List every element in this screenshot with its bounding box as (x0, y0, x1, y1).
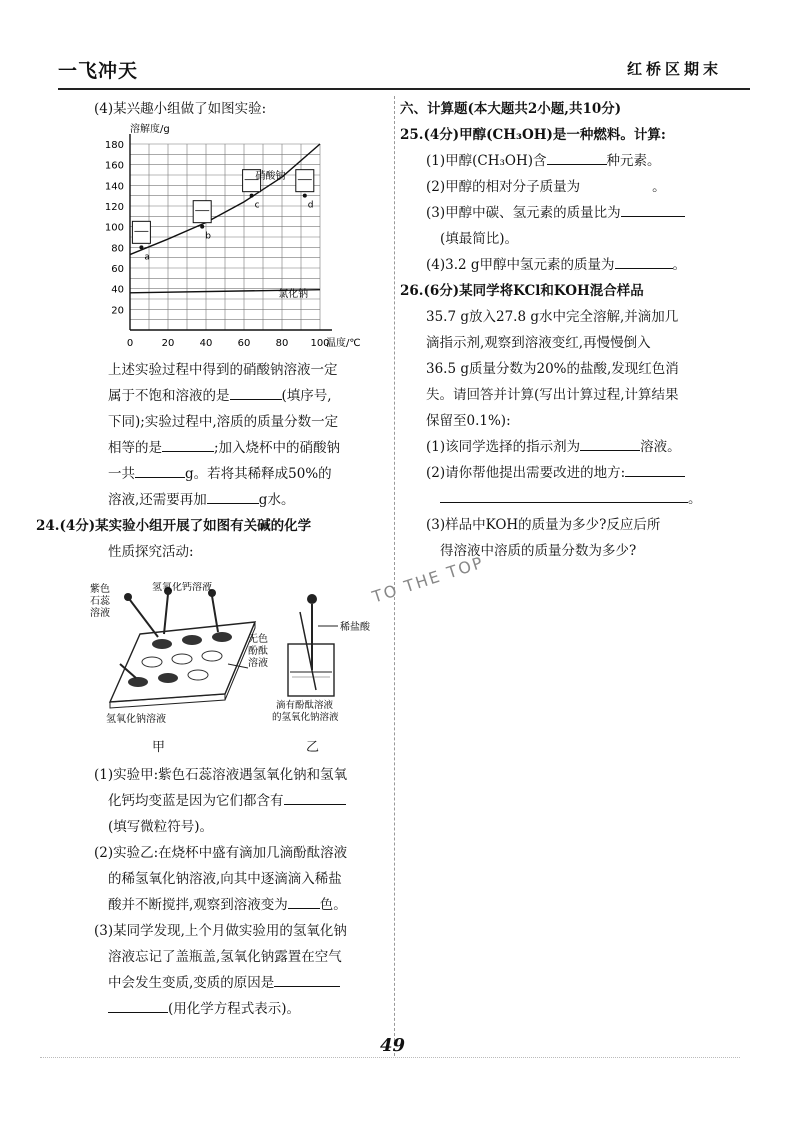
column-divider (394, 96, 395, 1056)
answer-blank-14[interactable] (625, 462, 685, 477)
watermark-stamp: TO THE TOP (369, 552, 487, 607)
q25-3b: (填最简比)。 (440, 231, 519, 247)
y-axis-label: 溶解度/g (130, 124, 170, 135)
answer-blank-11[interactable] (621, 202, 685, 217)
answer-blank-6[interactable] (288, 894, 320, 909)
right-column (400, 96, 740, 564)
y-tick-label: 140 (104, 181, 124, 193)
q26-line6: 保留至0.1%): (426, 413, 511, 429)
q24-3-line4: (用化学方程式表示)。 (68, 996, 388, 1022)
q25-head: 25.(4分)甲醇(CH₃OH)是一种燃料。计算: (400, 127, 666, 143)
x-tick-label: 20 (161, 338, 175, 349)
x-tick-label: 0 (126, 338, 134, 349)
q24-2-line1: (2)实验乙:在烧杯中盛有滴加几滴酚酞溶液 (94, 845, 348, 861)
x-tick-label: 100 (310, 338, 330, 349)
label-beaker: 滴有酚酞溶液的氢氧化钠溶液 (272, 700, 339, 723)
data-point (250, 194, 254, 198)
answer-blank-3[interactable] (135, 463, 185, 478)
beaker-setup (288, 594, 338, 696)
q24-1-line3: (填写微粒符号)。 (108, 819, 214, 835)
y-tick-label: 100 (104, 222, 124, 234)
x-axis-label: 温度/℃ (326, 338, 361, 349)
q26-2-cont: 。 (400, 486, 740, 512)
q24-2-line3: 酸并不断搅拌,观察到溶液变为 色。 (68, 892, 388, 918)
data-point (200, 225, 204, 229)
q24-1-line2: 化钙均变蓝是因为它们都含有 (68, 788, 388, 814)
q26-1: (1)该同学选择的指示剂为 溶液。 (400, 434, 740, 460)
label-litmus: 紫色石蕊溶液 (90, 584, 110, 619)
answer-blank-13[interactable] (580, 436, 640, 451)
answer-blank-8[interactable] (108, 998, 168, 1013)
label-yi: 乙 (306, 740, 320, 755)
label-jia: 甲 (152, 740, 166, 755)
q23-line3: 下同);实验过程中,溶质的质量分数一定 (108, 414, 339, 430)
answer-blank-2[interactable] (162, 437, 214, 452)
x-tick-label: 60 (237, 338, 251, 349)
answer-blank-15[interactable] (440, 488, 688, 503)
q26-3-line1: (3)样品中KOH的质量为多少?反应后所 (426, 517, 661, 533)
q26-line1: 26.(6分)某同学将KCl和KOH混合样品 (400, 283, 644, 299)
answer-blank-9[interactable] (547, 150, 607, 165)
q24-3-line3: 中会发生变质,变质的原因是 (68, 970, 388, 996)
q26-line4: 36.5 g质量分数为20%的盐酸,发现红色消 (426, 361, 679, 377)
q24-head: 24.(4分)某实验小组开展了如图有关碱的化学 (36, 518, 312, 534)
section-title: 六、计算题(本大题共2小题,共10分) (400, 101, 622, 117)
q23-4-body (36, 357, 388, 565)
q25-4: (4)3.2 g甲醇中氢元素的质量为 。 (400, 252, 740, 278)
q24-body (68, 762, 388, 1022)
q24-1-line1: (1)实验甲:紫色石蕊溶液遇氢氧化钠和氢氧 (94, 767, 348, 783)
q23-line4: 相等的是 ;加入烧杯中的硝酸钠 (68, 435, 388, 461)
label-naoh: 氢氧化钠溶液 (106, 714, 166, 725)
y-tick-label: 80 (111, 243, 124, 255)
answer-blank-10[interactable] (580, 176, 652, 191)
y-tick-label: 160 (104, 160, 124, 172)
label-caoh2: 氢氧化钙溶液 (152, 582, 212, 593)
q24-head2: 性质探究活动: (108, 544, 194, 560)
curve-label: 硝酸钠 (255, 171, 286, 183)
chart-points (132, 170, 313, 250)
q23-line2: 属于不饱和溶液的是 (填序号, (68, 383, 388, 409)
beaker-mark (193, 201, 211, 223)
spot-plate (110, 587, 255, 708)
q23-line6: 溶液,还需要再加 g水。 (68, 487, 388, 513)
answer-blank-7[interactable] (274, 972, 340, 987)
nacl-annotation: 氯化钠 (278, 288, 309, 300)
q24-3-line2: 溶液忘记了盖瓶盖,氢氧化钠露置在空气 (108, 949, 342, 965)
page-number: 49 (380, 1035, 406, 1056)
x-tick-label: 80 (275, 338, 289, 349)
label-phenol: 无色酚酞溶液 (248, 634, 268, 669)
solubility-chart (88, 122, 388, 352)
q23-line5: 一共 g。若将其稀释成50%的 (68, 461, 388, 487)
chart-grid (130, 144, 320, 330)
footer-dots (40, 1057, 740, 1058)
q26-3-line2: 得溶液中溶质的质量分数为多少? (440, 543, 637, 559)
q26-2: (2)请你帮他提出需要改进的地方: (400, 460, 740, 486)
y-tick-label: 20 (111, 305, 124, 317)
beaker-mark (296, 170, 314, 192)
data-point (139, 245, 143, 249)
point-label: a (144, 252, 150, 263)
x-tick-label: 40 (199, 338, 213, 349)
q25-1: (1)甲醇(CH₃OH)含 种元素。 (400, 148, 740, 174)
y-tick-label: 120 (104, 202, 124, 213)
left-column (68, 96, 388, 122)
point-label: d (307, 200, 314, 211)
q25-3: (3)甲醇中碳、氢元素的质量比为 (400, 200, 740, 226)
q23-line1: 上述实验过程中得到的硝酸钠溶液一定 (108, 362, 338, 378)
chart-axes (130, 134, 332, 330)
experiment-figure (80, 582, 380, 732)
q26-line5: 失。请回答并计算(写出计算过程,计算结果 (426, 387, 679, 403)
y-tick-label: 40 (111, 284, 124, 296)
beaker-mark (132, 221, 150, 243)
label-acid: 稀盐酸 (340, 622, 370, 633)
header-rule (58, 88, 750, 90)
q24-2-line2: 的稀氢氧化钠溶液,向其中逐滴滴入稀盐 (108, 871, 342, 887)
q24-3-line1: (3)某同学发现,上个月做实验用的氢氧化钠 (94, 923, 347, 939)
brand-logo: 一飞冲天 (58, 60, 139, 82)
q23-4-intro: (4)某兴趣小组做了如图实验: (94, 101, 267, 117)
answer-blank-1[interactable] (230, 385, 282, 400)
q26-line3: 滴指示剂,观察到溶液变红,再慢慢倒入 (426, 335, 651, 351)
data-point (303, 194, 307, 198)
answer-blank-4[interactable] (207, 489, 259, 504)
q25-2: (2)甲醇的相对分子质量为 。 (400, 174, 740, 200)
q26-line2: 35.7 g放入27.8 g水中完全溶解,并滴加几 (426, 309, 679, 325)
y-tick-label: 60 (111, 264, 124, 275)
point-label: b (205, 231, 211, 242)
exam-source: 红桥区期末 (626, 60, 722, 78)
answer-blank-12[interactable] (615, 254, 673, 269)
answer-blank-5[interactable] (284, 790, 346, 805)
y-tick-label: 180 (104, 140, 124, 151)
point-label: c (254, 200, 260, 211)
